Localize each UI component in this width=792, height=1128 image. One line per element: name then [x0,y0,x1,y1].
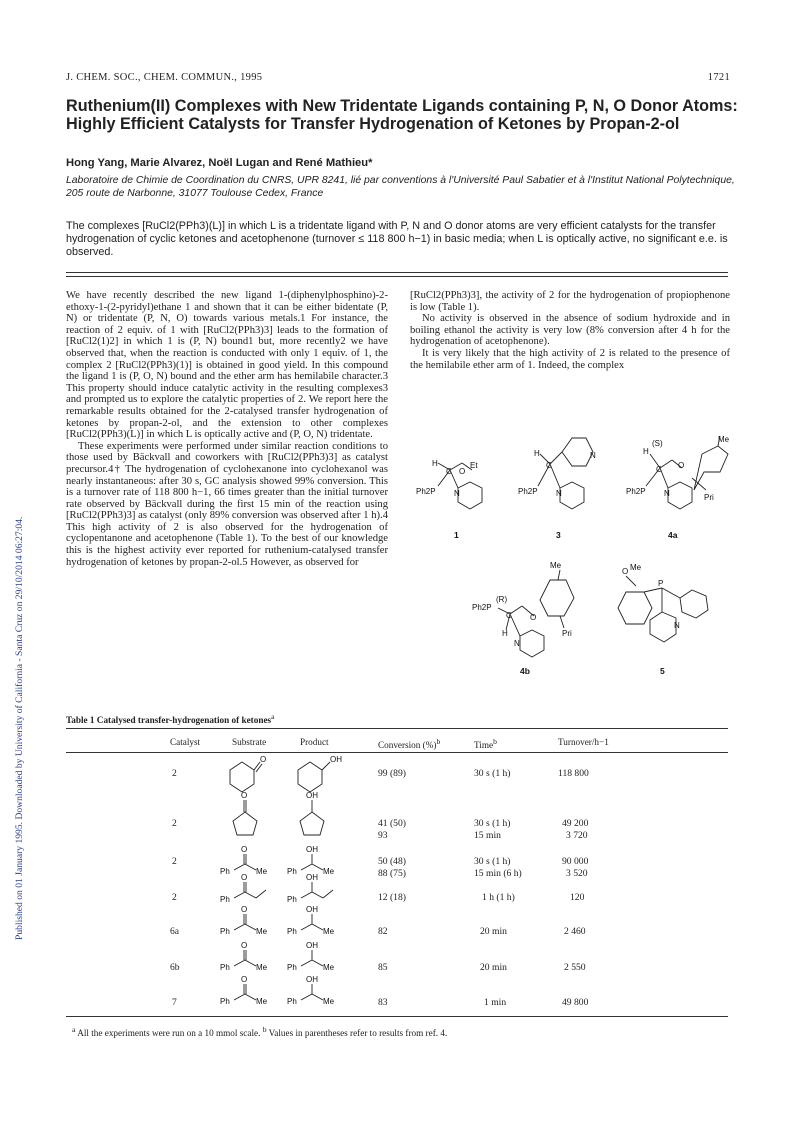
r5-prod-me: Me [323,927,335,936]
r3-sub-me: Me [256,867,268,876]
r5-sub-ph: Ph [220,927,230,936]
r4-sub-o: O [241,873,248,882]
struct4a-s: (S) [652,439,663,448]
table-caption-note: a [271,712,275,721]
header-conversion [378,737,440,750]
row1-conversion: 99 (89) [378,768,406,779]
struct1-et: Et [470,461,478,470]
table-caption [66,712,275,725]
r4-prod-oh: OH [306,873,318,882]
left-paragraph-1: We have recently described the new ligand 1-(diphenylphosphino)-2-ethoxy-1-(2-pyridyl)ethane 1 and shown that it can be either bidentate (P, N) or tridentate (P, N, O) towards various metals.1 For instance, the reaction of 2 equiv. of 1 with [RuCl2(PPh3)3] leads to the formation of [RuCl2(1)2] in which 1 is (P, N) bound1 but, more recently2 we have observed that, when the reaction is conducted with only 1 equiv. of 1, the complex 2 [RuCl2(PPh3)(1)] is obtained in good yield. In this compound the ligand 1 is (P, O, N) bound and the ether arm has hemilabile character.3 This property should induce catalytic activity in the resulting complexes3 and prompted us to explore the catalytic properties of 2. We report here the remarkable results obtained for the 2-catalysed transfer hydrogenation of ketones by propan-2-ol, and the extension to other complexes [RuCl2(PPh3)(L)] in which L is optically active and (P, O, N) tridentate. [66,290,388,441]
row3-catalyst: 2 [172,856,177,867]
right-paragraph-3: It is very likely that the high activity of 2 is related to the presence of the hemilabile ether arm of 1. Indeed, the complex [410,347,730,371]
r4-sub-ph: Ph [220,895,230,904]
struct5-p: P [658,579,664,588]
row4-conversion: 12 (18) [378,892,406,903]
r5-prod-ph: Ph [287,927,297,936]
r6-prod-ph: Ph [287,963,297,972]
table-rule-top [66,728,728,729]
struct1-ph2p: Ph2P [416,487,436,496]
row2-time-b: 15 min [474,830,501,841]
affiliation: Laboratoire de Chimie de Coordination du CNRS, UPR 8241, lié par conventions à l'Université Paul Sabatier et à l'Institut National Polytechnique, 205 route de Narbonne, 31077 Toulouse Cedex, France [66,175,735,199]
r7-prod-me: Me [323,997,335,1006]
struct4a-ph2p: Ph2P [626,487,646,496]
journal-header: J. CHEM. SOC., CHEM. COMMUN., 1995 [66,72,263,83]
r1-prod-oh: OH [330,755,342,764]
row2-conversion-a: 41 (50) [378,818,406,829]
row2-conversion-b: 93 [378,830,388,841]
table-footnote [72,1025,447,1038]
header-catalyst: Catalyst [170,737,201,747]
r5-sub-me: Me [256,927,268,936]
header-time [474,737,497,750]
struct4b-pri: Pri [562,629,572,638]
struct4a-o: O [678,461,685,470]
struct4a-h: H [643,447,649,456]
struct4a-n: N [664,489,670,498]
struct4a-me: Me [718,435,730,444]
struct1-o: O [459,467,466,476]
r6-sub-ph: Ph [220,963,230,972]
row2-turnover-a: 49 200 [562,818,589,829]
row1-time: 30 s (1 h) [474,768,511,779]
r7-prod-ph: Ph [287,997,297,1006]
r3-sub-o: O [241,845,248,854]
struct5-me: Me [630,563,642,572]
article-title: Ruthenium(II) Complexes with New Tridentate Ligands containing P, N, O Donor Atoms: Highly Efficient Catalysts for Transfer Hydrogenation of Ketones by Propan-2-ol [66,97,738,133]
row2-catalyst: 2 [172,818,177,829]
table-molecule-drawings [220,756,370,1018]
abstract-rule-bottom [66,276,728,277]
row1-catalyst: 2 [172,768,177,779]
struct3-c: C [546,461,552,470]
row1-turnover: 118 800 [558,768,589,779]
row6-conversion: 85 [378,962,388,973]
compound-label-3: 3 [556,530,561,540]
right-column [410,290,730,371]
struct1-n: N [454,489,460,498]
row4-time: 1 h (1 h) [482,892,515,903]
row3-turnover-b: 3 520 [566,868,588,879]
r2-sub-o: O [241,791,248,800]
row4-turnover: 120 [570,892,585,903]
row3-time-a: 30 s (1 h) [474,856,511,867]
row7-turnover: 49 800 [562,997,589,1008]
row6-catalyst: 6b [170,962,180,973]
footnote-a: All the experiments were run on a 10 mmol scale. [77,1028,261,1039]
row3-turnover-a: 90 000 [562,856,589,867]
row3-time-b: 15 min (6 h) [474,868,522,879]
row2-turnover-b: 3 720 [566,830,588,841]
struct5-n: N [674,621,680,630]
r6-sub-me: Me [256,963,268,972]
r5-prod-oh: OH [306,905,318,914]
r4-prod-ph: Ph [287,895,297,904]
header-conversion-text: Conversion (%) [378,740,437,751]
table-rule-bottom [66,1016,728,1017]
compound-label-4b: 4b [520,666,530,676]
row7-conversion: 83 [378,997,388,1008]
abstract-rule-top [66,272,728,273]
ligand-structures-figure [410,430,740,680]
header-product: Product [300,737,329,747]
left-column [66,290,388,568]
download-notice-text: Published on 01 January 1995. Downloaded by University of California - Santa Cruz on 29/10/2014 06:27:04. [14,516,25,940]
footnote-a-mark: a [72,1025,76,1034]
header-turnover: Turnover/h−1 [558,737,609,747]
r5-sub-o: O [241,905,248,914]
struct4b-n: N [514,639,520,648]
compound-label-5: 5 [660,666,665,676]
row3-conversion-a: 50 (48) [378,856,406,867]
r6-prod-me: Me [323,963,335,972]
struct4a-c: C [656,465,662,474]
r3-prod-me: Me [323,867,335,876]
row5-conversion: 82 [378,926,388,937]
authors: Hong Yang, Marie Alvarez, Noël Lugan and René Mathieu* [66,157,373,169]
r3-prod-ph: Ph [287,867,297,876]
r2-prod-oh: OH [306,791,318,800]
row2-time-a: 30 s (1 h) [474,818,511,829]
struct4b-c: C [506,611,512,620]
r7-sub-me: Me [256,997,268,1006]
struct1-h: H [432,459,438,468]
struct4a-pri: Pri [704,493,714,502]
row5-time: 20 min [480,926,507,937]
footnote-b: Values in parentheses refer to results from ref. 4. [268,1028,448,1039]
struct5-o: O [622,567,629,576]
row6-turnover: 2 550 [564,962,586,973]
r7-sub-ph: Ph [220,997,230,1006]
r6-prod-oh: OH [306,941,318,950]
right-paragraph-1: [RuCl2(PPh3)3], the activity of 2 for the hydrogenation of propiophenone is low (Table 1). [410,290,730,313]
row7-time: 1 min [484,997,507,1008]
row4-catalyst: 2 [172,892,177,903]
r3-prod-oh: OH [306,845,318,854]
struct1-c: C [446,467,452,476]
page-number: 1721 [707,72,730,83]
struct4b-me: Me [550,561,562,570]
header-conversion-note: b [436,737,441,746]
abstract: The complexes [RuCl2(PPh3)(L)] in which L is a tridentate ligand with P, N and O donor atoms are very efficient catalysts for the transfer hydrogenation of cyclic ketones and acetophenone (turnover ≤ 118 800 h−1) in basic media; when L is optically active, no significant e.e. is observed. [66,220,728,259]
table-rule-header [66,752,728,753]
row6-time: 20 min [480,962,507,973]
row7-catalyst: 7 [172,997,177,1008]
r7-prod-oh: OH [306,975,318,984]
struct3-n-top: N [590,451,596,460]
footnote-b-mark: b [262,1025,267,1034]
struct3-n: N [556,489,562,498]
table-caption-text: Table 1 Catalysed transfer-hydrogenation of ketones [66,715,272,726]
r7-sub-o: O [241,975,248,984]
row5-turnover: 2 460 [564,926,586,937]
compound-label-1: 1 [454,530,459,540]
row5-catalyst: 6a [170,926,180,937]
right-paragraph-2: No activity is observed in the absence of sodium hydroxide and in boiling ethanol the activity is very low (8% conversion after 4 h for the hydrogenation of acetophenone). [410,313,730,348]
r1-sub-o: O [260,755,267,764]
row3-conversion-b: 88 (75) [378,868,406,879]
struct4b-r: (R) [496,595,508,604]
struct4b-h: H [502,629,508,638]
compound-label-4a: 4a [668,530,678,540]
r3-sub-ph: Ph [220,867,230,876]
r6-sub-o: O [241,941,248,950]
struct3-ph2p: Ph2P [518,487,538,496]
left-paragraph-2: These experiments were performed under similar reaction conditions to those used by Bäckvall and coworkers with [RuCl2(PPh3)3] as catalyst precursor.4† The hydrogenation of cyclohexanone into cyclohexanol was nearly instantaneous: after 30 s, GC analysis showed 99% conversion. This is a turnover rate of 118 800 h−1, 66 times greater than the initial turnover rate observed by Bäckvall during the first 15 min of the reaction using [RuCl2(PPh3)3] as catalyst (only 89% conversion was observed after 1 h).4 This high activity of 2 is also observed for the hydrogenation of cyclopentanone and acetophenone (Table 1). To the best of our knowledge this is the highest activity ever reported for ruthenium-catalysed transfer hydrogenation of ketones by propan-2-ol.5 However, as observed for [66,440,388,568]
header-time-note: b [493,737,497,746]
header-substrate: Substrate [232,737,267,747]
header-time-text: Time [474,740,494,751]
download-notice [2,160,25,940]
struct4b-o: O [530,613,537,622]
struct3-h: H [534,449,540,458]
struct4b-ph2p: Ph2P [472,603,492,612]
